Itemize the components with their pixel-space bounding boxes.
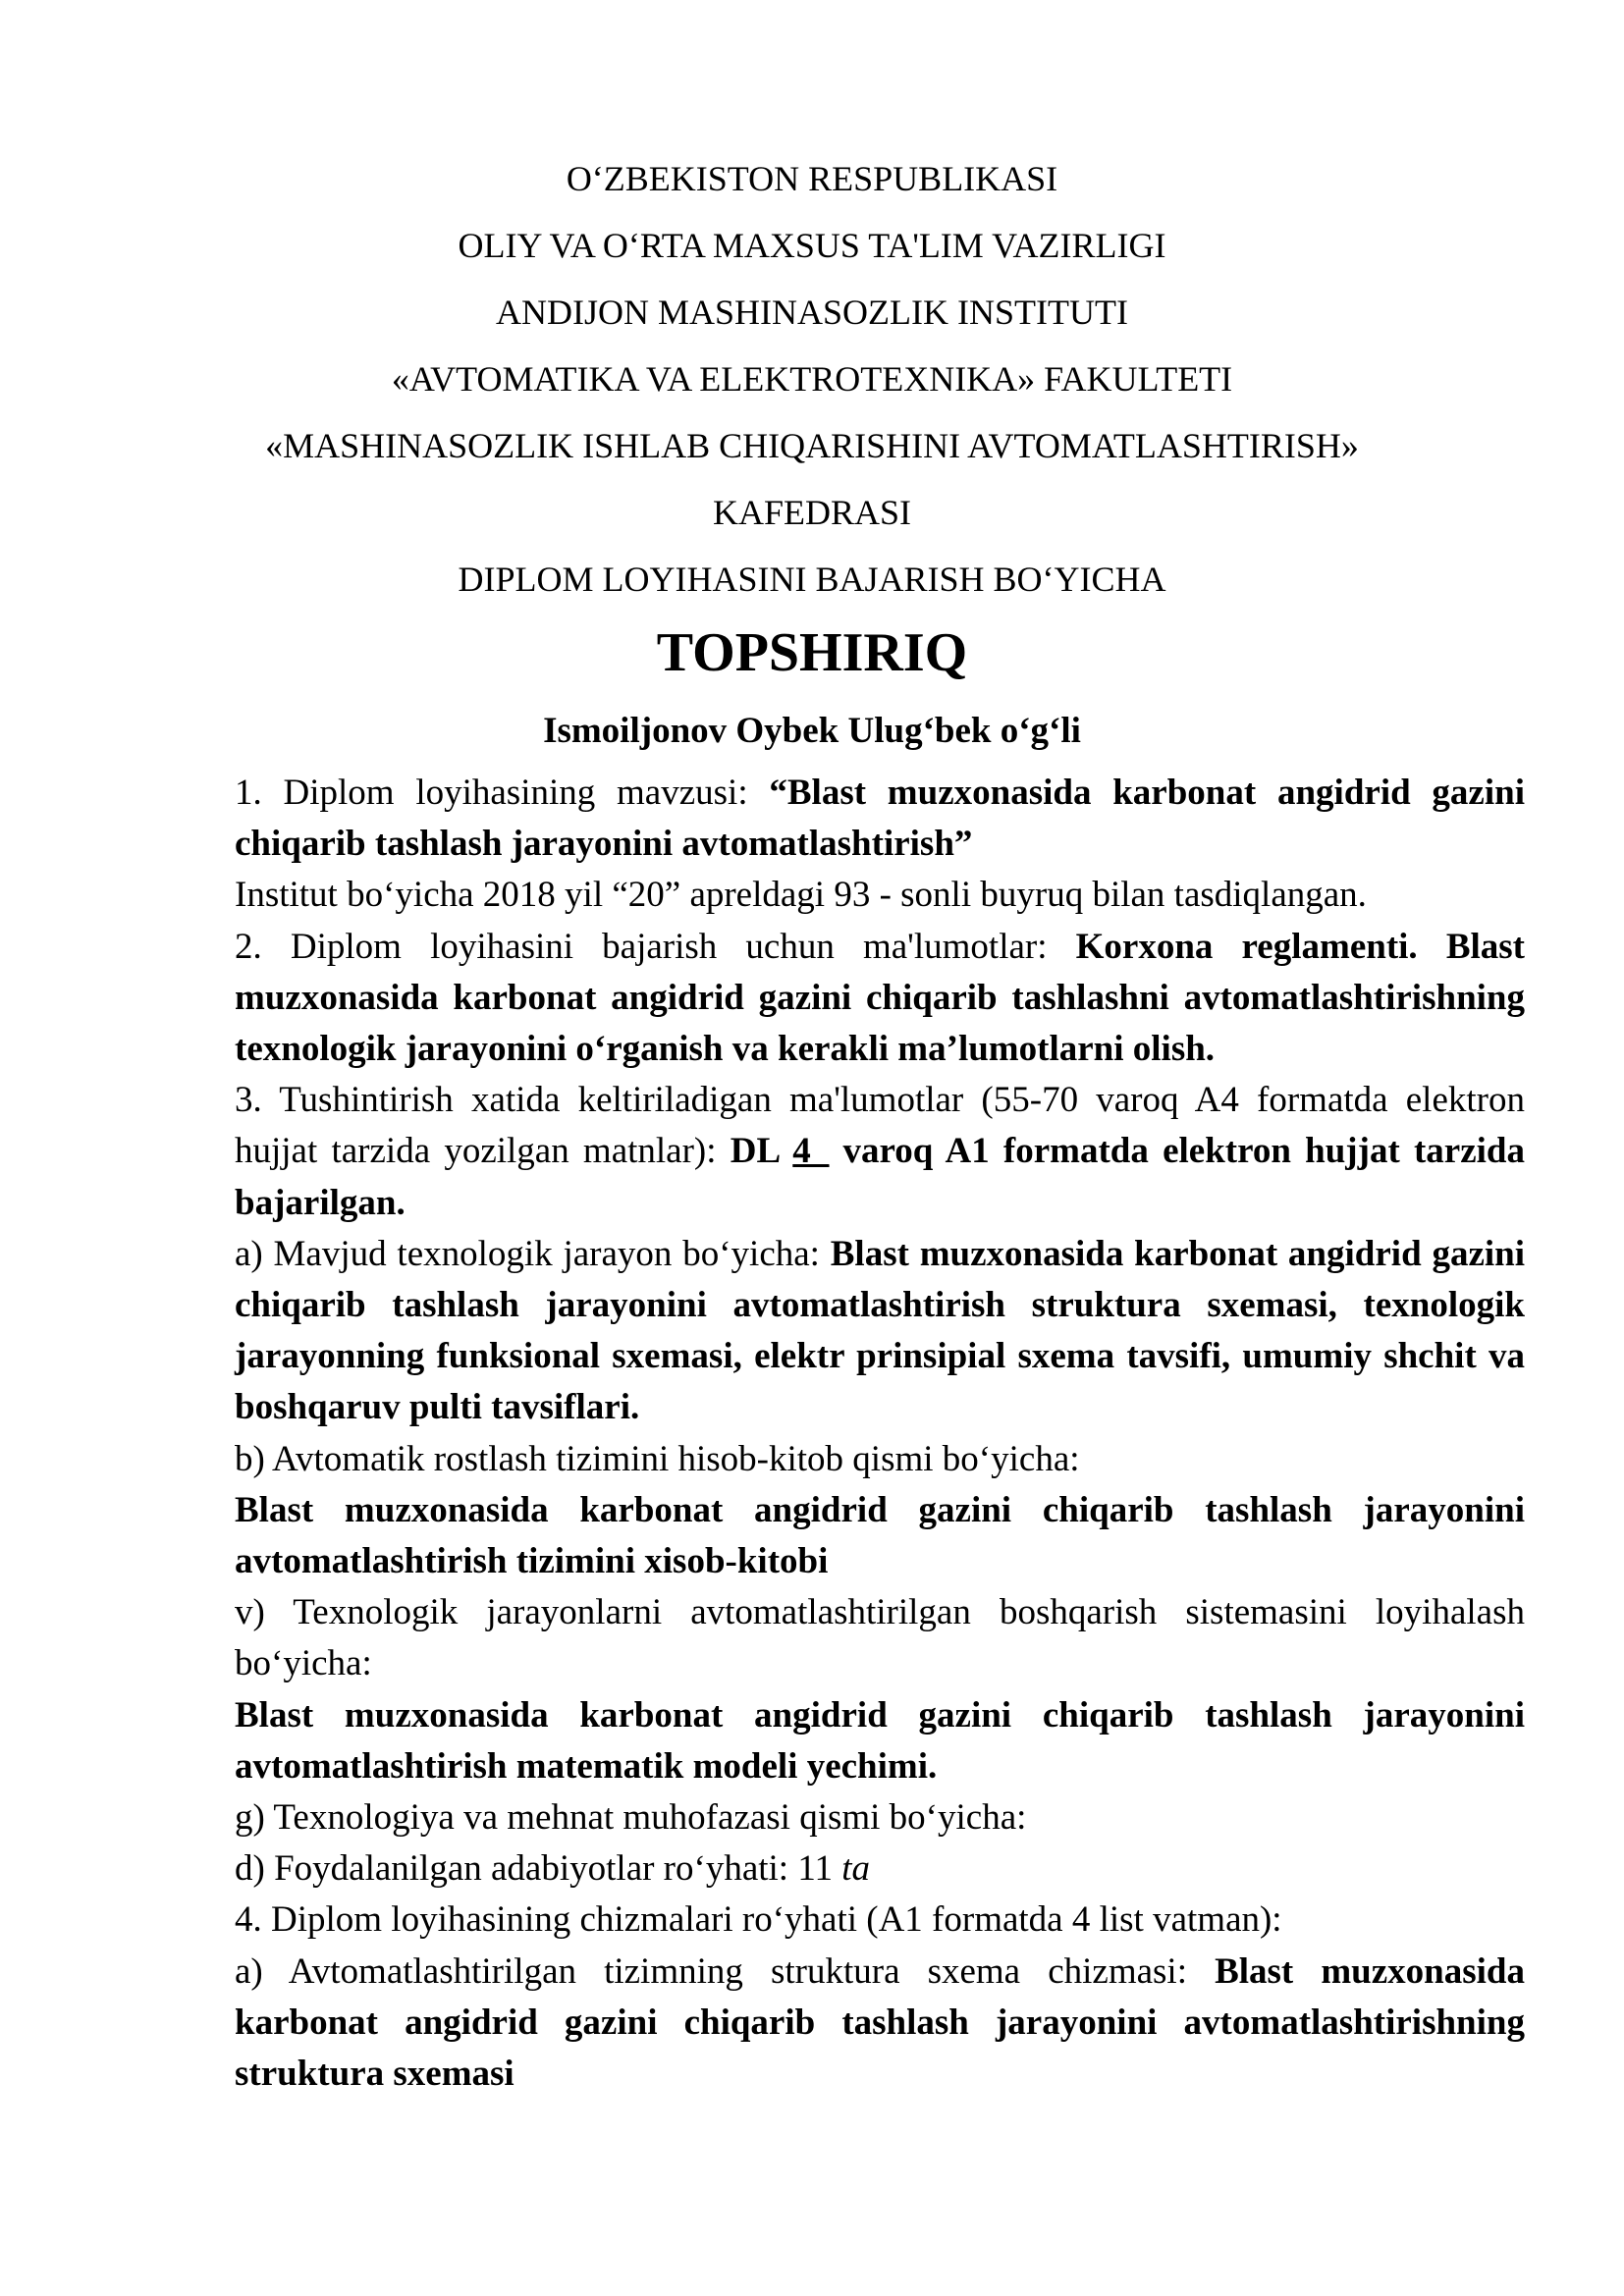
header-faculty: «AVTOMATIKA VA ELEKTROTEXNIKA» FAKULTETI <box>391 359 1233 399</box>
item-3v-value <box>235 1690 1525 1792</box>
header-department-name: «MASHINASOZLIK ISHLAB CHIQARISHINI AVTOMATLASHTIRISH» <box>265 426 1359 465</box>
header-ministry: OLIY VA O‘RTA MAXSUS TA'LIM VAZIRLIGI <box>458 226 1166 265</box>
item-2-value: Korxona reglamenti. Blast muzxonasida karbonat angidrid gazini chiqarib tashlashni avtomatlashtirishning texnologik jarayonini o‘rganish va kerakli ma’lumotlarni olish. <box>235 926 1526 1070</box>
student-name: Ismoiljonov Oybek Ulug‘bek o‘g‘li <box>543 711 1081 751</box>
header-department: KAFEDRASI <box>712 493 912 532</box>
item-1-approval: Institut bo‘yicha 2018 yil “20” apreldagi 93 - sonli buyruq bilan tasdiqlangan. <box>235 875 1367 916</box>
item-3-dl-prefix: DL <box>730 1131 793 1172</box>
document-header <box>0 145 1624 613</box>
item-3a-label: a) Mavjud texnologik jarayon bo‘yicha: <box>235 1233 831 1274</box>
item-3d-label: d) Foydalanilgan adabiyotlar ro‘yhati: 11 <box>235 1848 842 1890</box>
item-4a-label: a) Avtomatlashtirilgan tizimning struktura sxema chizmasi: <box>235 1950 1216 1992</box>
item-3v-value-text: Blast muzxonasida karbonat angidrid gazini chiqarib tashlash jarayonini avtomatlashtirish matematik modeli yechimi. <box>235 1694 1525 1787</box>
item-3v-label: v) Texnologik jarayonlarni avtomatlashtirilgan boshqarish sistemasini loyihalash bo‘yicha: <box>235 1592 1525 1684</box>
item-3d-unit: ta <box>841 1848 870 1890</box>
item-4a <box>235 1947 1525 2101</box>
item-3-dl-count: 4_ <box>792 1131 830 1172</box>
item-1-topic <box>235 768 1525 870</box>
item-2-label: 2. Diplom loyihasini bajarish uchun ma'lumotlar: <box>235 926 1076 967</box>
item-3d <box>235 1843 1525 1895</box>
item-3 <box>235 1075 1525 1229</box>
item-2 <box>235 922 1525 1076</box>
item-1-label: 1. Diplom loyihasining mavzusi: <box>235 773 770 813</box>
item-1-topic-value: “Blast muzxonasida karbonat angidrid gazini chiqarib tashlash jarayonini avtomatlashtirish” <box>235 773 1525 865</box>
item-3a-value: Blast muzxonasida karbonat angidrid gazini chiqarib tashlash jarayonini avtomatlashtirish struktura sxemasi, texnologik jarayonning funksional sxemasi, elektr prinsipial sxema tavsifi, umumiy shchit va boshqaruv pulti tavsiflari. <box>235 1233 1526 1428</box>
item-3-label: 3. Tushintirish xatida keltiriladigan ma'lumotlar (55-70 varoq A4 formatda elektron hujjat tarzida yozilgan matnlar): <box>235 1080 1525 1172</box>
item-4a-value: Blast muzxonasida karbonat angidrid gazini chiqarib tashlash jarayonini avtomatlashtirishning struktura sxemasi <box>235 1950 1525 2095</box>
document-body <box>235 768 1525 2100</box>
item-3a <box>235 1229 1525 1434</box>
item-3-dl-suffix: varoq A1 formatda elektron hujjat tarzida bajarilgan. <box>235 1131 1525 1223</box>
header-republic: O‘ZBEKISTON RESPUBLIKASI <box>566 159 1058 198</box>
item-3b-value-text: Blast muzxonasida karbonat angidrid gazini chiqarib tashlash jarayonini avtomatlashtirish tizimini xisob-kitobi <box>235 1489 1525 1582</box>
page-title: TOPSHIRIQ <box>656 622 968 683</box>
item-3b-value <box>235 1485 1525 1587</box>
header-institute: ANDIJON MASHINASOZLIK INSTITUTI <box>496 293 1128 332</box>
item-3b-label: b) Avtomatik rostlash tizimini hisob-kitob qismi bo‘yicha: <box>235 1438 1080 1479</box>
item-4-label: 4. Diplom loyihasining chizmalari ro‘yhati (A1 formatda 4 list vatman): <box>235 1899 1282 1941</box>
header-purpose: DIPLOM LOYIHASINI BAJARISH BO‘YICHA <box>458 560 1166 599</box>
item-3g-label: g) Texnologiya va mehnat muhofazasi qismi bo‘yicha: <box>235 1797 1027 1839</box>
